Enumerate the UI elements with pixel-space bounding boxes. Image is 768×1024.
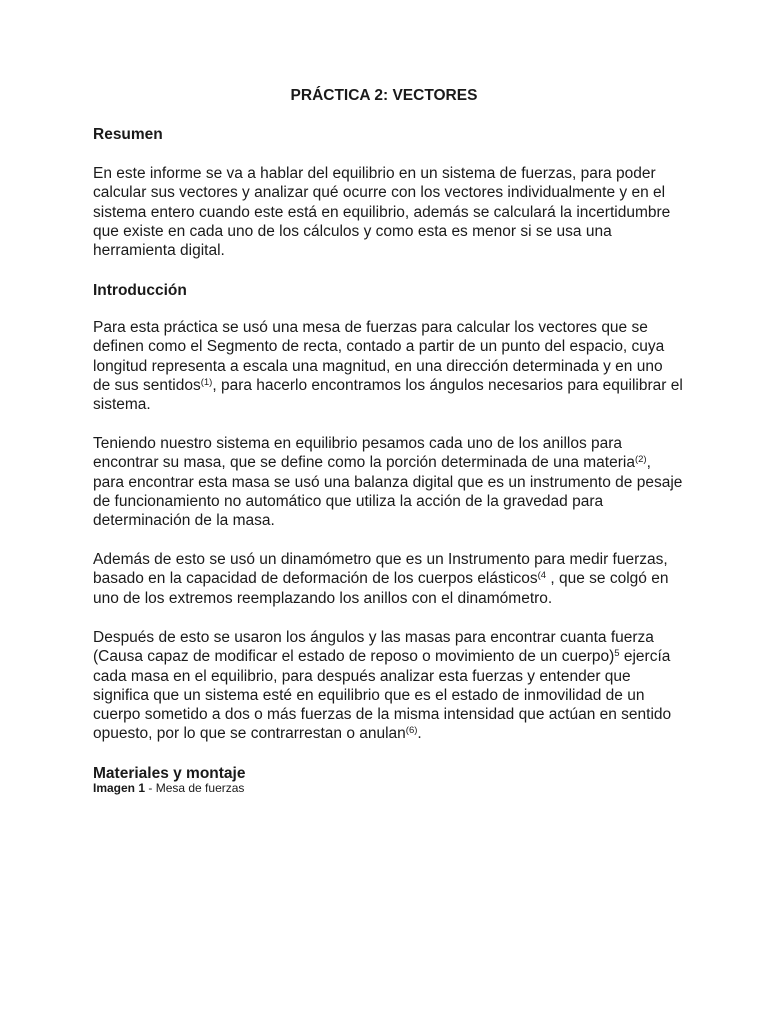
paragraph-text: . (417, 725, 422, 743)
caption-label: Imagen 1 (93, 781, 146, 795)
footnote-ref: 5 (614, 648, 620, 660)
footnote-ref: (2) (634, 454, 647, 466)
paragraph-resumen: En este informe se va a hablar del equilibrio en un sistema de fuerzas, para poder calcular sus vectores y analizar qué ocurre con los vectores individualmente y en el sistema entero cuando este está en equilibrio, además se calculará la incertidumbre que existe en cada uno de los cálculos y como esta es menor si se usa una herramienta digital. (93, 165, 671, 260)
heading-materiales: Materiales y montaje (93, 765, 246, 782)
document-title: PRÁCTICA 2: VECTORES (290, 87, 478, 104)
paragraph-text: ejercía cada masa en el equilibrio, para después analizar esta fuerzas y entender que significa que un sistema esté en equilibrio que es el estado de inmovilidad de un cuerpo sometido a dos o más fuerzas de la misma intensidad que actúan en sentido opuesto, por lo que se contrarrestan o anulan (93, 648, 672, 743)
heading-resumen: Resumen (93, 126, 163, 143)
paragraph-intro-3 (93, 550, 683, 608)
footnote-ref: (4 (537, 570, 547, 582)
footnote-ref: (1) (200, 376, 213, 388)
paragraph-text: Teniendo nuestro sistema en equilibrio pesamos cada uno de los anillos para encontrar su masa, que se define como la porción determinada de una materia (93, 435, 635, 472)
paragraph-text: Después de esto se usaron los ángulos y las masas para encontrar cuanta fuerza (Causa capaz de modificar el estado de reposo o movimiento de un cuerpo) (93, 629, 654, 666)
paragraph-text: , que se colgó en uno de los extremos reemplazando los anillos con el dinamómetro. (93, 570, 669, 607)
image-caption (93, 781, 244, 796)
paragraph-text: Para esta práctica se usó una mesa de fuerzas para calcular los vectores que se definen como el Segmento de recta, contado a partir de un punto del espacio, cuya longitud representa a escala una magnitud, en una dirección determinada y en uno de sus sentidos (93, 319, 665, 394)
heading-introduccion: Introducción (93, 282, 187, 299)
footnote-ref: (6) (405, 725, 418, 737)
paragraph-text: , para hacerlo encontramos los ángulos necesarios para equilibrar el sistema. (93, 376, 683, 414)
paragraph-intro-1 (93, 318, 683, 414)
paragraph-intro-2 (93, 434, 683, 530)
paragraph-intro-4 (93, 628, 683, 744)
paragraph-text: Además de esto se usó un dinamómetro que es un Instrumento para medir fuerzas, basado en la capacidad de deformación de los cuerpos elásticos (93, 551, 668, 588)
caption-text: - Mesa de fuerzas (145, 781, 245, 795)
paragraph-text: , para encontrar esta masa se usó una balanza digital que es un instrumento de pesaje de funcionamiento no automático que utiliza la acción de la gravedad para determinación de la masa. (93, 454, 683, 530)
